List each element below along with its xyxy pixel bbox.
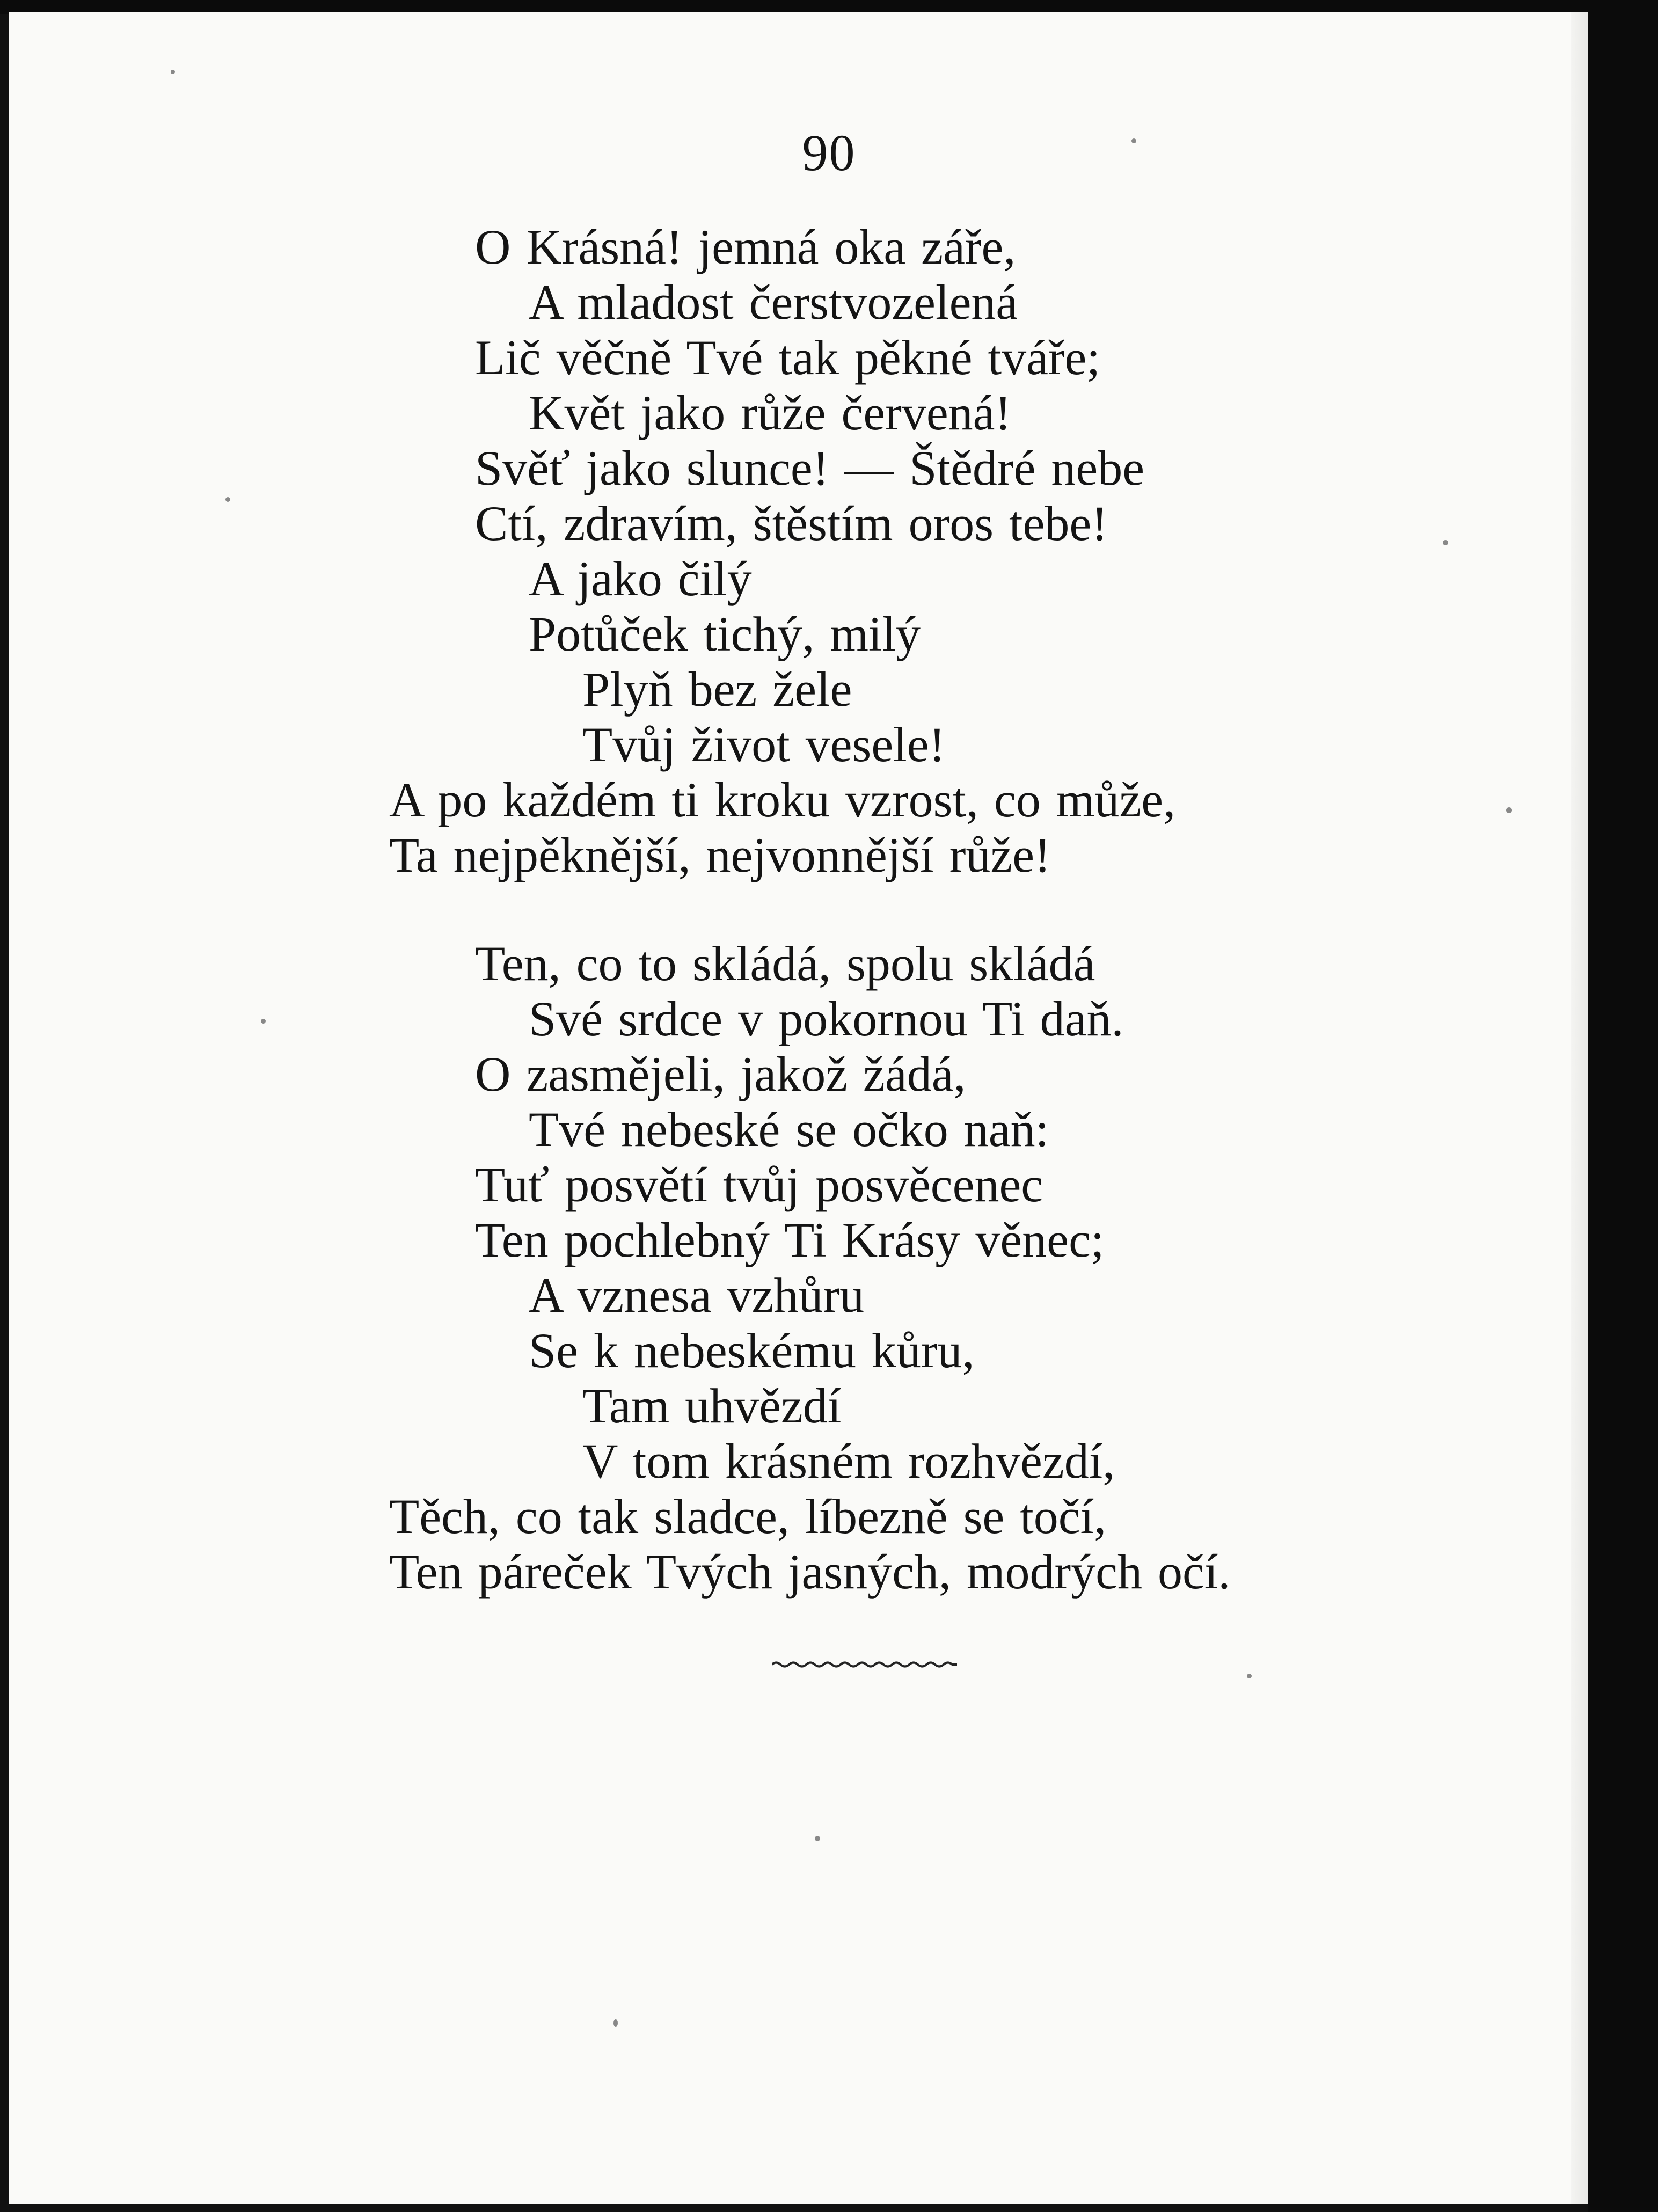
paper-speck bbox=[613, 2019, 618, 2027]
poem-line: Ten páreček Tvých jasných, modrých očí. bbox=[389, 1544, 1231, 1599]
paper-speck bbox=[815, 1836, 820, 1841]
paper-speck bbox=[1506, 807, 1512, 813]
page-edge-shadow bbox=[1571, 12, 1588, 2204]
poem-line: Ctí, zdravím, štěstím oros tebe! bbox=[475, 496, 1108, 551]
poem-line: Ta nejpěknější, nejvonnější růže! bbox=[389, 828, 1051, 882]
paper-speck bbox=[1247, 1674, 1252, 1678]
poem-line: Lič věčně Tvé tak pěkné tváře; bbox=[475, 330, 1100, 385]
poem-line: Těch, co tak sladce, líbezně se točí, bbox=[389, 1489, 1107, 1544]
poem-line: Květ jako růže červená! bbox=[529, 385, 1012, 440]
scan-border-right bbox=[1588, 0, 1658, 2212]
paper-speck bbox=[1443, 540, 1448, 545]
paper-speck bbox=[171, 70, 175, 74]
poem-line: Plyň bez žele bbox=[582, 662, 852, 717]
poem-line: O Krásná! jemná oka záře, bbox=[475, 220, 1016, 274]
poem-line: Ten pochlebný Ti Krásy věnec; bbox=[475, 1213, 1105, 1267]
poem-line: Potůček tichý, milý bbox=[529, 607, 921, 661]
poem-line: Tvůj život vesele! bbox=[582, 717, 946, 772]
poem-line: Tvé nebeské se očko naň: bbox=[529, 1102, 1049, 1157]
poem-line: V tom krásném rozhvězdí, bbox=[582, 1434, 1115, 1488]
poem-line: Ten, co to skládá, spolu skládá bbox=[475, 936, 1095, 991]
poem-line: O zasmějeli, jakož žádá, bbox=[475, 1047, 966, 1101]
poem-line: A jako čilý bbox=[529, 551, 752, 606]
poem-line: Tam uhvězdí bbox=[582, 1378, 842, 1433]
poem-line: A vznesa vzhůru bbox=[529, 1268, 865, 1323]
poem-line: Se k nebeskému kůru, bbox=[529, 1323, 975, 1378]
paper-speck bbox=[225, 497, 230, 502]
end-ornament-rule bbox=[772, 1659, 957, 1670]
paper-speck bbox=[261, 1019, 266, 1024]
poem-line: Tuť posvětí tvůj posvěcenec bbox=[475, 1157, 1043, 1212]
poem-line: A mladost čerstvozelená bbox=[529, 275, 1018, 330]
paper-speck bbox=[1131, 138, 1136, 143]
page-number: 90 bbox=[802, 124, 856, 181]
poem-line: Svěť jako slunce! — Štědré nebe bbox=[475, 441, 1145, 495]
poem-line: A po každém ti kroku vzrost, co může, bbox=[389, 772, 1176, 827]
poem-line: Své srdce v pokornou Ti daň. bbox=[529, 991, 1124, 1046]
